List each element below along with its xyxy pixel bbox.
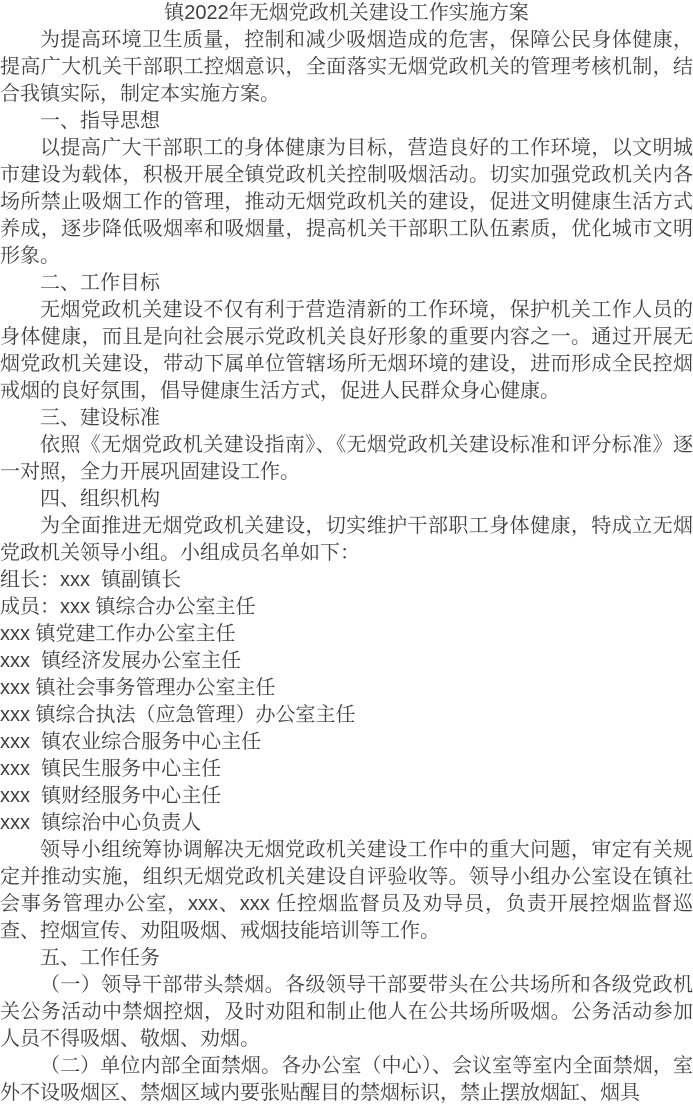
member-line: xxx 镇经济发展办公室主任 — [0, 650, 242, 672]
paragraph: （一）领导干部带头禁烟。各级领导干部要带头在公共场所和各级党政机关公务活动中禁烟控烟，及时劝阻和制止他人在公共场所吸烟。公务活动参加人员不得吸烟、敬烟、劝烟。 — [0, 974, 693, 1050]
section-heading: 二、工作目标 — [40, 272, 160, 294]
paragraph: 依照《无烟党政机关建设指南》、《无烟党政机关建设标准和评分标准》逐一对照，全力开展巩固建设工作。 — [0, 434, 693, 483]
paragraph: 领导小组统筹协调解决无烟党政机关建设工作中的重大问题，审定有关规定并推动实施，组织无烟党政机关建设自评验收等。领导小组办公室设在镇社会事务管理办公室，xxx、xxx 任控烟监督员及劝导员，负责开展控烟监督巡查、控烟宣传、劝阻吸烟、戒烟技能培训等工作。 — [0, 839, 693, 942]
paragraph: 为全面推进无烟党政机关建设，切实维护干部职工身体健康，特成立无烟党政机关领导小组。小组成员名单如下： — [0, 515, 693, 564]
member-line: xxx 镇民生服务中心主任 — [0, 758, 222, 780]
paragraph: 为提高环境卫生质量，控制和减少吸烟造成的危害，保障公民身体健康，提高广大机关干部职工控烟意识，全面落实无烟党政机关的管理考核机制，结合我镇实际，制定本实施方案。 — [0, 29, 693, 105]
section-heading: 三、建设标准 — [40, 407, 160, 429]
paragraph: 无烟党政机关建设不仅有利于营造清新的工作环境，保护机关工作人员的身体健康，而且是向社会展示党政机关良好形象的重要内容之一。通过开展无烟党政机关建设，带动下属单位管辖场所无烟环境的建设，进而形成全民控烟戒烟的良好氛围，倡导健康生活方式，促进人民群众身心健康。 — [0, 299, 693, 402]
section-heading: 一、指导思想 — [40, 110, 160, 132]
member-line: xxx 镇农业综合服务中心主任 — [0, 731, 262, 753]
member-line: xxx 镇综合执法（应急管理）办公室主任 — [0, 704, 356, 726]
paragraph: （二）单位内部全面禁烟。各办公室（中心）、会议室等室内全面禁烟，室外不设吸烟区、禁烟区域内要张贴醒目的禁烟标识，禁止摆放烟缸、烟具 — [0, 1055, 693, 1104]
document-body — [0, 27, 693, 1107]
section-heading: 五、工作任务 — [40, 947, 160, 969]
section-heading: 四、组织机构 — [40, 488, 160, 510]
member-line: xxx 镇综治中心负责人 — [0, 812, 202, 834]
member-line: 成员：xxx 镇综合办公室主任 — [0, 596, 256, 618]
member-line: xxx 镇社会事务管理办公室主任 — [0, 677, 276, 699]
member-line: xxx 镇党建工作办公室主任 — [0, 623, 236, 645]
document-title: 镇2022年无烟党政机关建设工作实施方案 — [164, 2, 529, 24]
member-line: xxx 镇财经服务中心主任 — [0, 785, 222, 807]
paragraph: 以提高广大干部职工的身体健康为目标，营造良好的工作环境，以文明城市建设为载体，积极开展全镇党政机关控制吸烟活动。切实加强党政机关内各场所禁止吸烟工作的管理，推动无烟党政机关的建设，促进文明健康生活方式养成，逐步降低吸烟率和吸烟量，提高机关干部职工队伍素质，优化城市文明形象。 — [0, 137, 693, 267]
member-line: 组长：xxx 镇副镇长 — [0, 569, 182, 591]
